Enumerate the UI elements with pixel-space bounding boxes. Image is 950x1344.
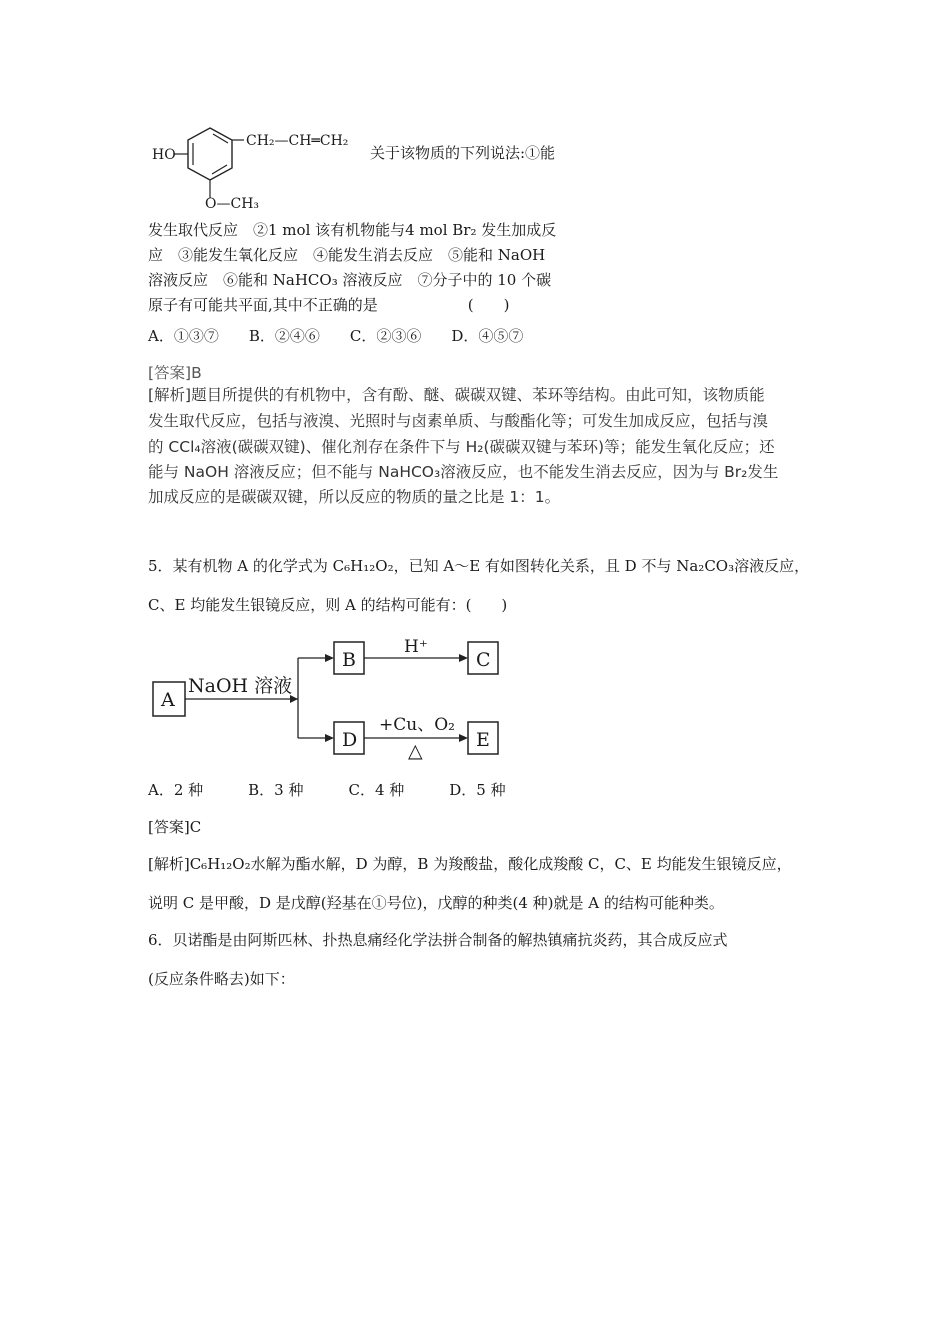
q6-stem-line2: (反应条件略去)如下： (148, 970, 295, 988)
box-e-label: E (476, 729, 490, 751)
q4-stem-line4: 溶液反应 ⑥能和 NaHCO₃ 溶液反应 ⑦分子中的 10 个碳 (148, 271, 552, 289)
box-b-label: B (342, 649, 356, 671)
q4-analysis-line1: [解析]题目所提供的有机物中，含有酚、醚、碳碳双键、苯环等结构。由此可知，该物质能 (148, 386, 765, 404)
structure-methoxy-label: O—CH₃ (205, 196, 260, 212)
q5-stem-line1: 5．某有机物 A 的化学式为 C₆H₁₂O₂，已知 A～E 有如图转化关系，且 D 不与 Na₂CO₃溶液反应， (148, 557, 810, 575)
heat-symbol: △ (408, 740, 423, 762)
q4-options: A．①③⑦ B．②④⑥ C．②③⑥ D．④⑤⑦ (148, 327, 524, 345)
q5-answer: [答案]C (148, 818, 202, 836)
q4-analysis-line3: 的 CCl₄溶液(碳碳双键)、催化剂存在条件下与 H₂(碳碳双键与苯环)等；能发生氧化反应；还 (148, 438, 775, 456)
structure-sidechain-label: CH₂—CH═CH₂ (246, 133, 349, 149)
q4-analysis-line2: 发生取代反应，包括与液溴、光照时与卤素单质、与酸酯化等；可发生加成反应，包括与溴 (148, 412, 769, 430)
q6-stem-line1: 6．贝诺酯是由阿斯匹林、扑热息痛经化学法拼合制备的解热镇痛抗炎药，其合成反应式 (148, 931, 728, 949)
q5-options: A．2 种 B．3 种 C．4 种 D．5 种 (148, 781, 506, 799)
structure-ho-label: HO (152, 147, 176, 163)
q4-stem-line2: 发生取代反应 ②1 mol 该有机物能与4 mol Br₂ 发生加成反 (148, 221, 557, 239)
q4-analysis-line5: 加成反应的是碳碳双键，所以反应的物质的量之比是 1：1。 (148, 488, 561, 506)
q4-answer: [答案]B (148, 364, 202, 382)
reagent-naoh: NaOH 溶液 (188, 675, 293, 697)
q5-stem-line2: C、E 均能发生银镜反应，则 A 的结构可能有：( ) (148, 596, 508, 614)
q4-stem-line3: 应 ③能发生氧化反应 ④能发生消去反应 ⑤能和 NaOH (148, 246, 546, 264)
reagent-cu-o2: +Cu、O₂ (379, 715, 455, 735)
q5-analysis-line1: [解析]C₆H₁₂O₂水解为酯水解，D 为醇，B 为羧酸盐，酸化成羧酸 C，C、E 均能发生银镜反应， (148, 855, 792, 873)
q4-stem-line1: 关于该物质的下列说法:①能 (370, 144, 556, 162)
box-d-label: D (342, 729, 358, 751)
reagent-h-plus: H⁺ (404, 637, 428, 657)
q5-analysis-line2: 说明 C 是甲酸，D 是戊醇(羟基在①号位)，戊醇的种类(4 种)就是 A 的结构可能种类。 (148, 894, 724, 912)
q4-stem-line5: 原子有可能共平面,其中不正确的是 ( ) (148, 296, 510, 314)
reaction-diagram (140, 630, 520, 770)
box-a-label: A (161, 689, 175, 711)
box-c-label: C (476, 649, 491, 671)
q4-analysis-line4: 能与 NaOH 溶液反应；但不能与 NaHCO₃溶液反应，也不能发生消去反应，因为与 Br₂发生 (148, 463, 779, 481)
